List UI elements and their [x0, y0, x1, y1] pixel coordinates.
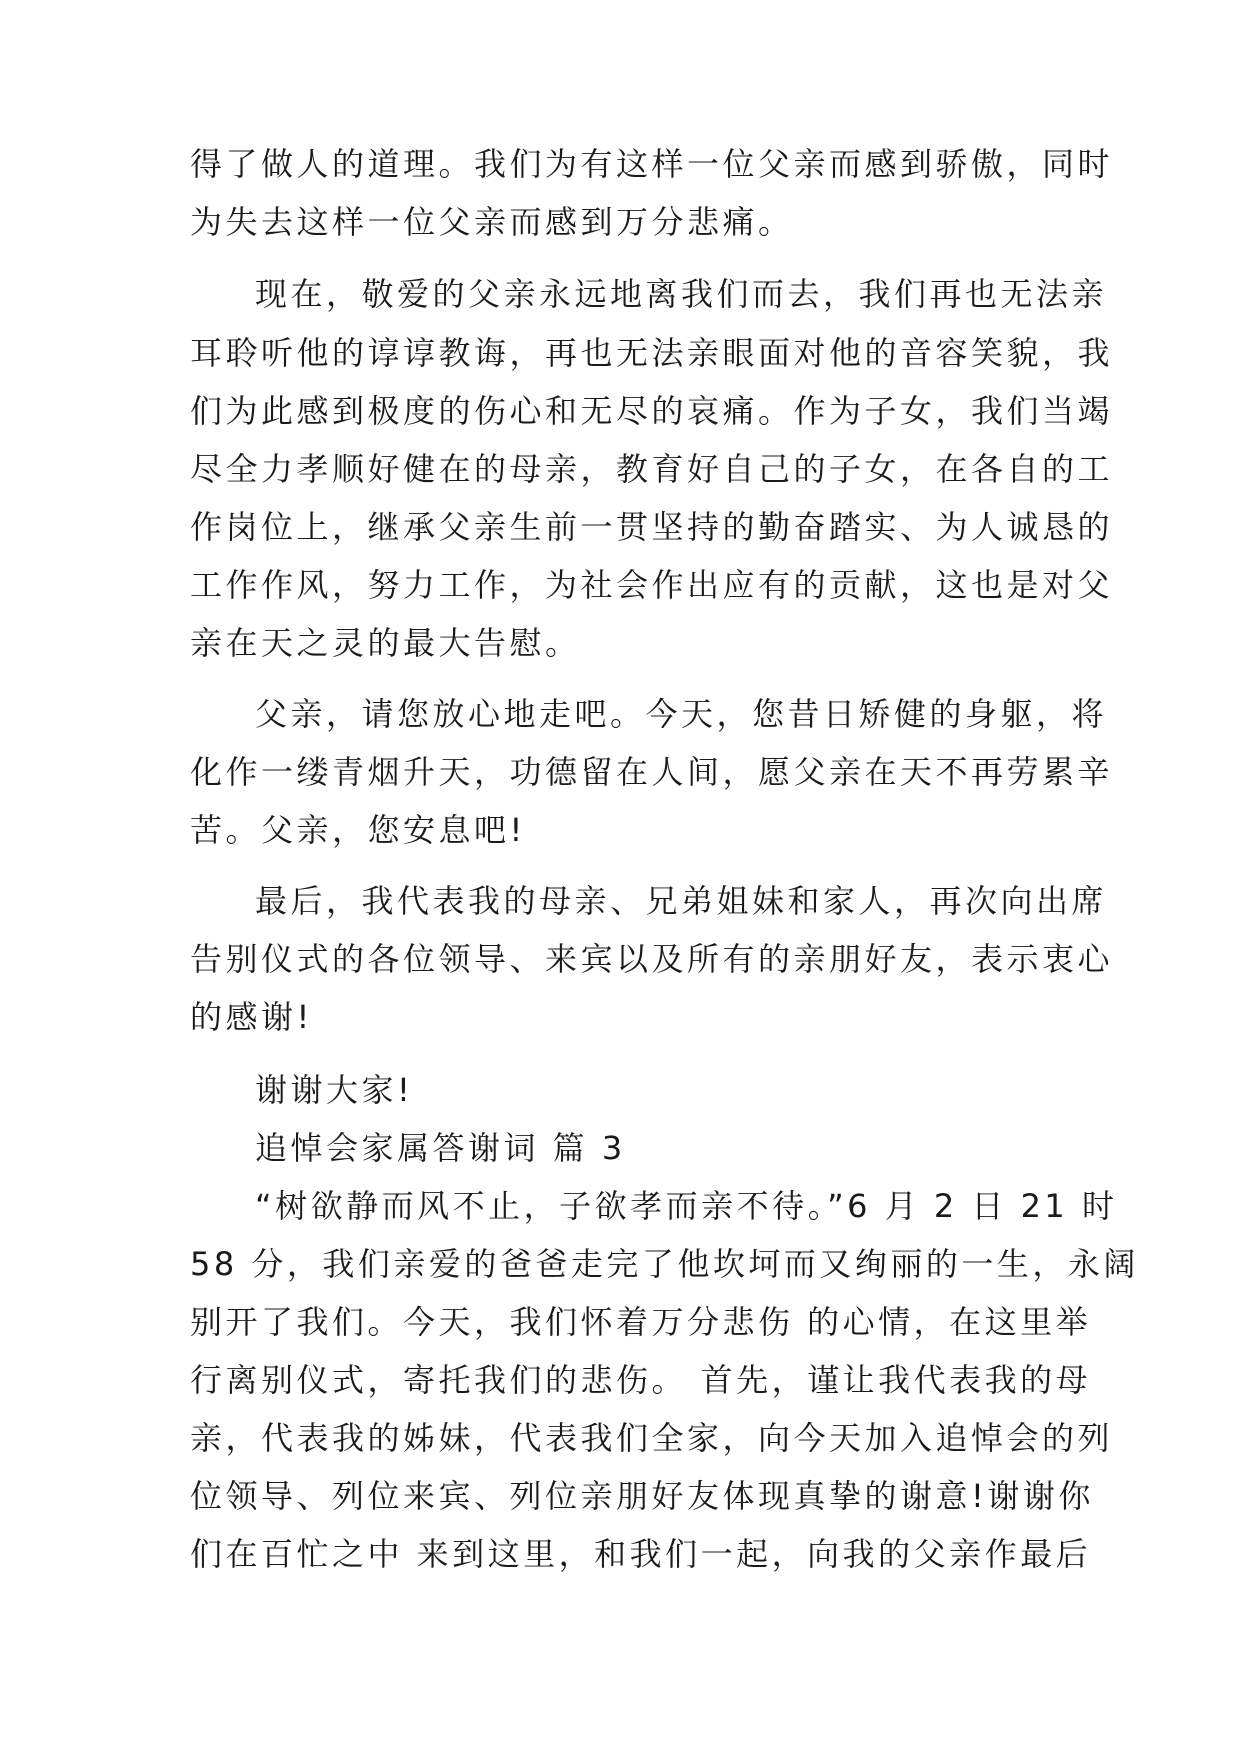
- text-line: 作岗位上，继承父亲生前一贯坚持的勤奋踏实、为人诚恳的: [190, 508, 1114, 546]
- text-line: 行离别仪式，寄托我们的悲伤。 首先，谨让我代表我的母: [190, 1361, 1092, 1399]
- paragraph-start-line: 最后，我代表我的母亲、兄弟姐妹和家人，再次向出席: [255, 882, 1108, 920]
- paragraph-start-line: 现在，敬爱的父亲永远地离我们而去，我们再也无法亲: [255, 275, 1108, 313]
- text-line: 工作作风，努力工作，为社会作出应有的贡献，这也是对父: [190, 566, 1114, 604]
- text-line: 苦。父亲，您安息吧!: [190, 811, 526, 849]
- text-line: 58 分，我们亲爱的爸爸走完了他坎坷而又绚丽的一生，永阔: [190, 1245, 1139, 1283]
- text-line: 为失去这样一位父亲而感到万分悲痛。: [190, 203, 794, 241]
- text-line: 得了做人的道理。我们为有这样一位父亲而感到骄傲，同时: [190, 145, 1114, 183]
- text-line: 位领导、列位来宾、列位亲朋好友体现真挚的谢意!谢谢你: [190, 1477, 1094, 1515]
- paragraph-start-line: 谢谢大家!: [255, 1071, 414, 1109]
- text-line: 告别仪式的各位领导、来宾以及所有的亲朋好友，表示衷心: [190, 940, 1114, 978]
- text-line: 们在百忙之中 来到这里，和我们一起，向我的父亲作最后: [190, 1535, 1092, 1573]
- paragraph-start-line: 父亲，请您放心地走吧。今天，您昔日矫健的身躯，将: [255, 695, 1108, 733]
- text-line: 亲在天之灵的最大告慰。: [190, 624, 581, 662]
- text-line: 们为此感到极度的伤心和无尽的哀痛。作为子女，我们当竭: [190, 392, 1114, 430]
- text-line: 尽全力孝顺好健在的母亲，教育好自己的子女，在各自的工: [190, 450, 1114, 488]
- section-heading: 追悼会家属答谢词 篇 3: [255, 1129, 626, 1167]
- paragraph-start-line: “树欲静而风不止，子欲孝而亲不待。”6 月 2 日 21 时: [255, 1187, 1118, 1225]
- text-line: 别开了我们。今天，我们怀着万分悲伤 的心情，在这里举: [190, 1303, 1092, 1341]
- text-line: 的感谢!: [190, 998, 313, 1036]
- text-line: 化作一缕青烟升天，功德留在人间，愿父亲在天不再劳累辛: [190, 753, 1114, 791]
- text-line: 亲，代表我的姊妹，代表我们全家，向今天加入追悼会的列: [190, 1419, 1114, 1457]
- text-line: 耳聆听他的谆谆教诲，再也无法亲眼面对他的音容笑貌，我: [190, 334, 1114, 372]
